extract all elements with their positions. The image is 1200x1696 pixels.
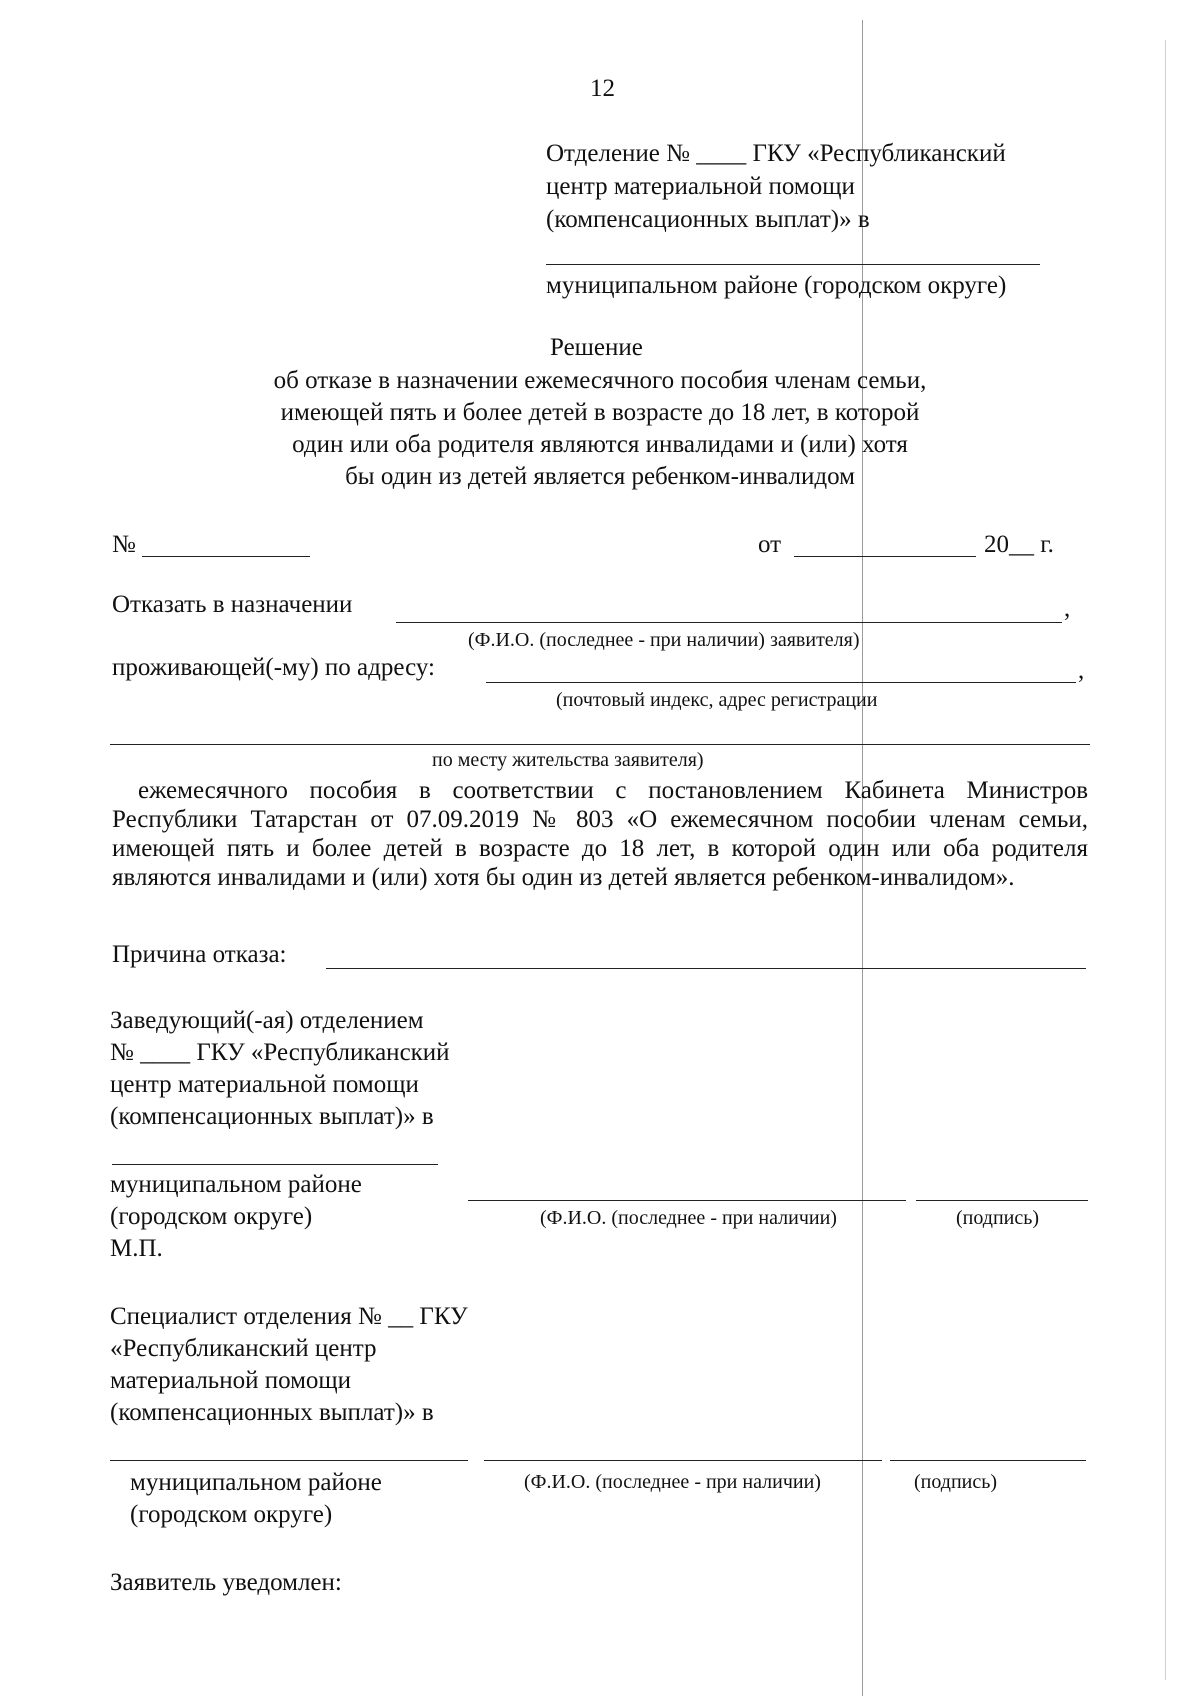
applicant-name-hint: (Ф.И.О. (последнее - при наличии) заявителя) [468,629,860,651]
addressee-line-3: (компенсационных выплат)» в [546,206,870,233]
address-blank [486,682,1076,683]
head-sign-line-7: М.П. [110,1235,163,1262]
spec-fio-blank [484,1460,882,1461]
head-district-blank [112,1164,438,1165]
decision-date-blank [794,556,976,557]
head-fio-hint: (Ф.И.О. (последнее - при наличии) [540,1207,837,1229]
addressee-district-blank [546,264,1040,265]
refuse-comma: , [1064,595,1071,622]
applicant-name-blank [396,622,1062,623]
document-subtitle-line-3: один или оба родителя являются инвалидами и (или) хотя [292,431,908,458]
applicant-notified-label: Заявитель уведомлен: [110,1569,342,1596]
addressee-line-2: центр материальной помощи [546,173,855,200]
head-sign-line-3: центр материальной помощи [110,1071,419,1098]
document-subtitle-line-1: об отказе в назначении ежемесячного пособия членам семьи, [273,367,927,394]
addressee-line-1: Отделение № ____ ГКУ «Республиканский [546,140,1006,167]
head-sign-line-5: муниципальном районе [110,1171,362,1198]
address-hint-line-1: (почтовый индекс, адрес регистрации [556,689,878,711]
document-subtitle-line-4: бы один из детей является ребенком-инвалидом [345,463,855,490]
decision-year-label: 20__ г. [984,531,1054,558]
address-label: проживающей(-му) по адресу: [112,654,435,681]
head-signature-hint: (подпись) [956,1207,1040,1229]
address-hint-line-2: по месту жительства заявителя) [432,749,704,771]
page-number: 12 [590,75,615,102]
spec-sign-line-2: «Республиканский центр [110,1335,377,1362]
decision-number-label: № [112,531,136,558]
head-sign-line-6: (городском округе) [110,1203,313,1230]
reason-blank [326,968,1086,969]
document-title: Решение [550,334,643,361]
spec-sign-line-1: Специалист отделения № __ ГКУ [110,1303,468,1330]
body-paragraph: ежемесячного пособия в соответствии с постановлением Кабинета Министров Республики Татарстан от 07.09.2019 № 803 «О ежемесячном пособии членам семьи, имеющей пять и более детей в возрасте до 18 лет, в которой один или оба родителя являются инвалидами и (или) хотя бы один из детей является ребенком-инвалидом». [112,777,1088,891]
spec-signature-hint: (подпись) [914,1471,998,1493]
head-fio-blank [468,1200,906,1201]
reason-label: Причина отказа: [112,941,287,968]
spec-sign-line-4: (компенсационных выплат)» в [110,1399,434,1426]
address-blank-2 [110,744,1090,745]
decision-number-blank [142,556,310,557]
head-sign-line-1: Заведующий(-ая) отделением [110,1007,424,1034]
addressee-line-4: муниципальном районе (городском округе) [546,272,1007,299]
spec-sign-line-6: (городском округе) [130,1501,333,1528]
spec-fio-hint: (Ф.И.О. (последнее - при наличии) [524,1471,821,1493]
decision-date-label: от [758,531,782,558]
spec-sign-line-3: материальной помощи [110,1367,352,1394]
spec-district-blank [110,1460,468,1461]
spec-signature-blank [890,1460,1086,1461]
head-sign-line-2: № ____ ГКУ «Республиканский [110,1039,450,1066]
spec-sign-line-5: муниципальном районе [130,1469,382,1496]
scan-artifact-edge [1165,40,1166,1680]
address-comma: , [1078,657,1085,684]
head-sign-line-4: (компенсационных выплат)» в [110,1103,434,1130]
document-subtitle-line-2: имеющей пять и более детей в возрасте до 18 лет, в которой [280,399,920,426]
head-signature-blank [916,1200,1088,1201]
refuse-label: Отказать в назначении [112,591,353,618]
